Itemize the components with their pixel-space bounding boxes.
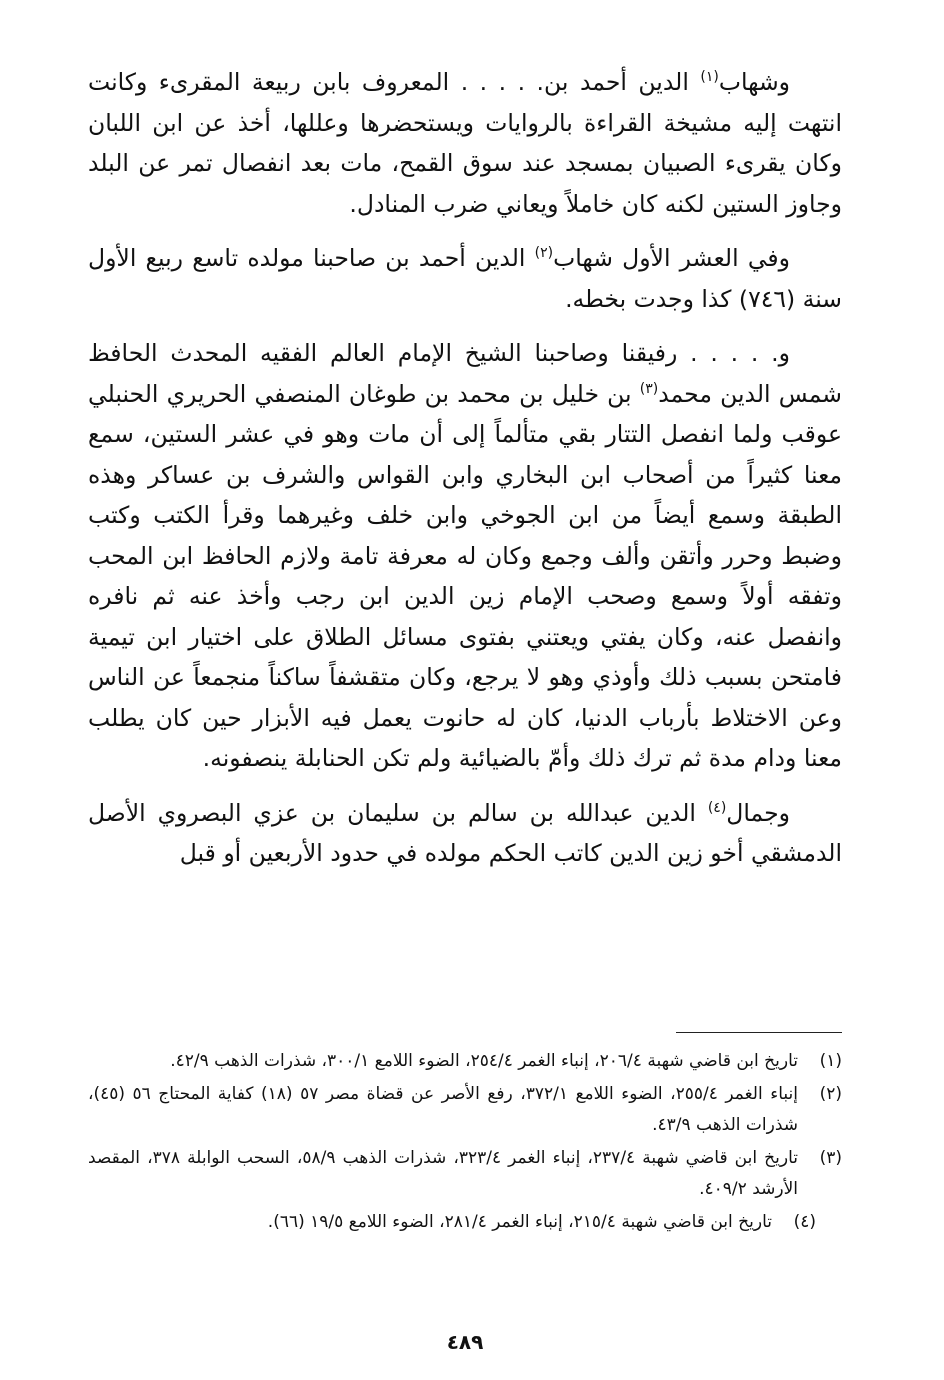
footnote-2: [88, 1079, 842, 1141]
footnote-1: [88, 1046, 842, 1077]
paragraph-2-lead: وفي العشر الأول شهاب: [553, 244, 790, 272]
footnote-separator: [676, 1032, 842, 1033]
paragraph-1-lead: وشهاب: [718, 68, 790, 96]
paragraph-3-rest: بن خليل بن محمد بن طوغان المنصفي الحريري الحنبلي عوقب ولما انفصل التتار بقي متألماً إلى أن مات وهو في عشر الستين، سمع معنا كثيراً من أصحاب ابن البخاري وابن القواس والشرف بن عساكر وهذه الطبقة وسمع أيضاً من ابن الجوخي وابن خلف وغيرهما وقرأ الكتب وكتب وضبط وحرر وأتقن وألف وجمع وكان له معرفة تامة ولازم الحافظ ابن المحب وتفقه أولاً وسمع وصحب الإمام زين الدين ابن رجب وأخذ عنه ثم نافره وانفصل عنه، وكان يفتي ويعتني بفتوى مسائل الطلاق على اختيار ابن تيمية فامتحن بسبب ذلك وأوذي وهو لا يرجع، وكان متقشفاً ساكناً منجمعاً عن الناس وعن الاختلاط بأرباب الدنيا، كان له حانوت يعمل فيه الأبزار حين كان يطلب معنا ودام مدة ثم ترك ذلك وأمّ بالضيائية ولم تكن الحنابلة ينصفونه.: [88, 379, 842, 772]
paragraph-2: [88, 238, 842, 319]
footnote-3: [88, 1143, 842, 1205]
paragraph-4-rest: الدين عبدالله بن سالم بن سليمان بن عزي البصروي الأصل الدمشقي أخو زين الدين كاتب الحكم مولده في حدود الأربعين أو قبل: [88, 798, 842, 867]
paragraph-2-rest: الدين أحمد بن صاحبنا مولده تاسع ربيع الأول سنة (٧٤٦) كذا وجدت بخطه.: [88, 244, 842, 313]
footnote-number-4: (٤): [793, 1212, 816, 1232]
footnote-text-3: تاريخ ابن قاضي شهبة ٢٣٧/٤، إنباء الغمر ٣٢٣/٤، شذرات الذهب ٥٨/٩، السحب الوابلة ٣٧٨، المقصد الأرشد ٤٠٩/٢.: [88, 1148, 798, 1199]
footnote-ref-3: (٣): [639, 380, 659, 397]
footnote-text-1: تاريخ ابن قاضي شهبة ٢٠٦/٤، إنباء الغمر ٢٥٤/٤، الضوء اللامع ٣٠٠/١، شذرات الذهب ٤٢/٩.: [170, 1051, 798, 1071]
footnote-number-1: (١): [819, 1051, 842, 1071]
paragraph-1: [88, 62, 842, 224]
footnote-4: [88, 1207, 842, 1238]
book-page: [88, 62, 842, 1354]
footnote-ref-1: (١): [700, 69, 719, 86]
paragraph-3: [88, 333, 842, 779]
paragraph-4-lead: وجمال: [726, 798, 790, 827]
paragraph-1-rest: الدين أحمد بن. . . . . المعروف بابن ربيعة المقرىء وكانت انتهت إليه مشيخة القراءة بالروايات ويستحضرها وعللها، أخذ عن ابن اللبان وكان يقرىء الصبيان بمسجد عند سوق القمح، مات بعد انفصال تمر عن البلد وجاوز الستين لكنه كان خاملاً ويعاني ضرب المنادل.: [88, 68, 842, 218]
paragraph-3-lead: و. . . . . رفيقنا وصاحبنا الشيخ الإمام العالم الفقيه المحدث الحافظ شمس الدين محمد: [88, 339, 842, 408]
footnotes: [88, 1046, 842, 1240]
footnote-text-2: إنباء الغمر ٢٥٥/٤، الضوء اللامع ٣٧٢/١، رفع الأصر عن قضاة مصر ٥٧ (١٨) كفاية المحتاج ٥٦ (٤٥)، شذرات الذهب ٤٣/٩.: [88, 1084, 798, 1135]
footnote-text-4: تاريخ ابن قاضي شهبة ٢١٥/٤، إنباء الغمر ٢٨١/٤، الضوء اللامع ١٩/٥ (٦٦).: [267, 1212, 772, 1232]
main-text: [88, 62, 842, 874]
paragraph-4: [88, 793, 842, 874]
footnote-ref-2: (٢): [534, 245, 554, 262]
footnote-ref-4: (٤): [707, 799, 727, 816]
footnote-number-2: (٢): [819, 1084, 842, 1104]
page-number: ٤٨٩: [446, 1330, 484, 1354]
footnote-number-3: (٣): [819, 1148, 842, 1168]
